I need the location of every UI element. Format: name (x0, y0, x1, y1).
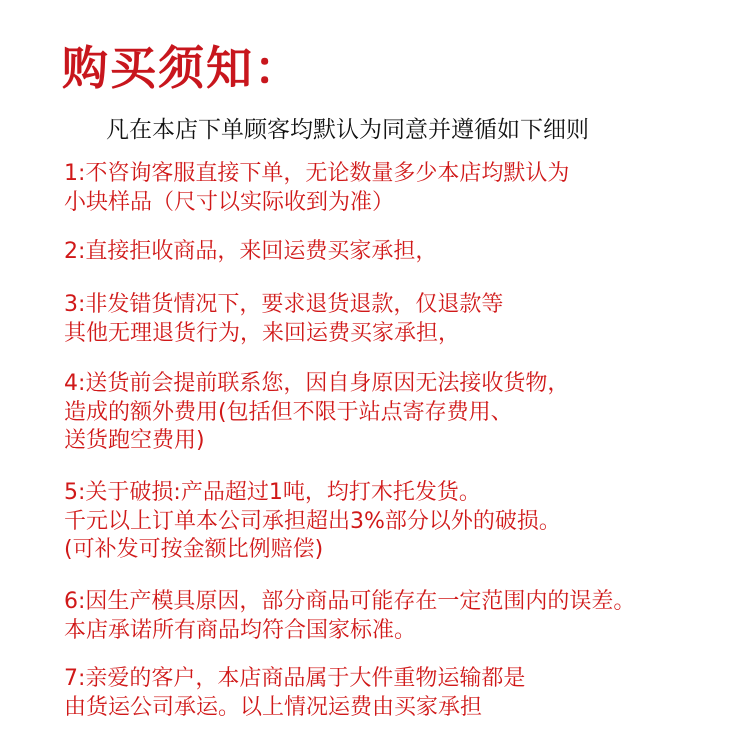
clause-line: 6:因生产模具原因，部分商品可能存在一定范围内的误差。 (64, 589, 636, 614)
clause-line: 其他无理退货行为，来回运费买家承担， (64, 320, 461, 346)
clause-line: 送货跑空费用) (64, 428, 205, 453)
page-title: 购买须知： (62, 41, 302, 95)
clause-line: 本店承诺所有商品均符合国家标准。 (64, 617, 417, 643)
clause-line: 造成的额外费用(包括但不限于站点寄存费用、 (64, 399, 513, 425)
clause-line: 3:非发错货情况下，要求退货退款，仅退款等 (64, 292, 504, 317)
clause-line: 1:不咨询客服直接下单，无论数量多少本店均默认为 (64, 161, 570, 186)
clause-line: 4:送货前会提前联系您，因自身原因无法接收货物， (64, 371, 570, 396)
intro-text: 凡在本店下单顾客均默认为同意并遵循如下细则 (106, 117, 589, 143)
clause-3 (64, 291, 503, 348)
clause-line: 2:直接拒收商品，来回运费买家承担， (64, 239, 438, 264)
clause-2 (64, 238, 437, 267)
clause-line: 7:亲爱的客户，本店商品属于大件重物运输都是 (64, 666, 526, 691)
clause-line: 小块样品（尺寸以实际收到为准） (64, 189, 395, 215)
clause-line: (可补发可按金额比例赔偿) (64, 537, 324, 562)
clause-line: 5:关于破损:产品超过1吨，均打木托发货。 (64, 480, 481, 505)
clause-1 (64, 160, 569, 217)
clause-6 (64, 588, 635, 645)
clause-line: 由货运公司承运。以上情况运费由买家承担 (64, 694, 483, 720)
clause-7 (64, 665, 525, 722)
clause-4 (64, 370, 569, 456)
clause-line: 千元以上订单本公司承担超出3%部分以外的破损。 (64, 508, 561, 534)
clause-5 (64, 479, 561, 565)
